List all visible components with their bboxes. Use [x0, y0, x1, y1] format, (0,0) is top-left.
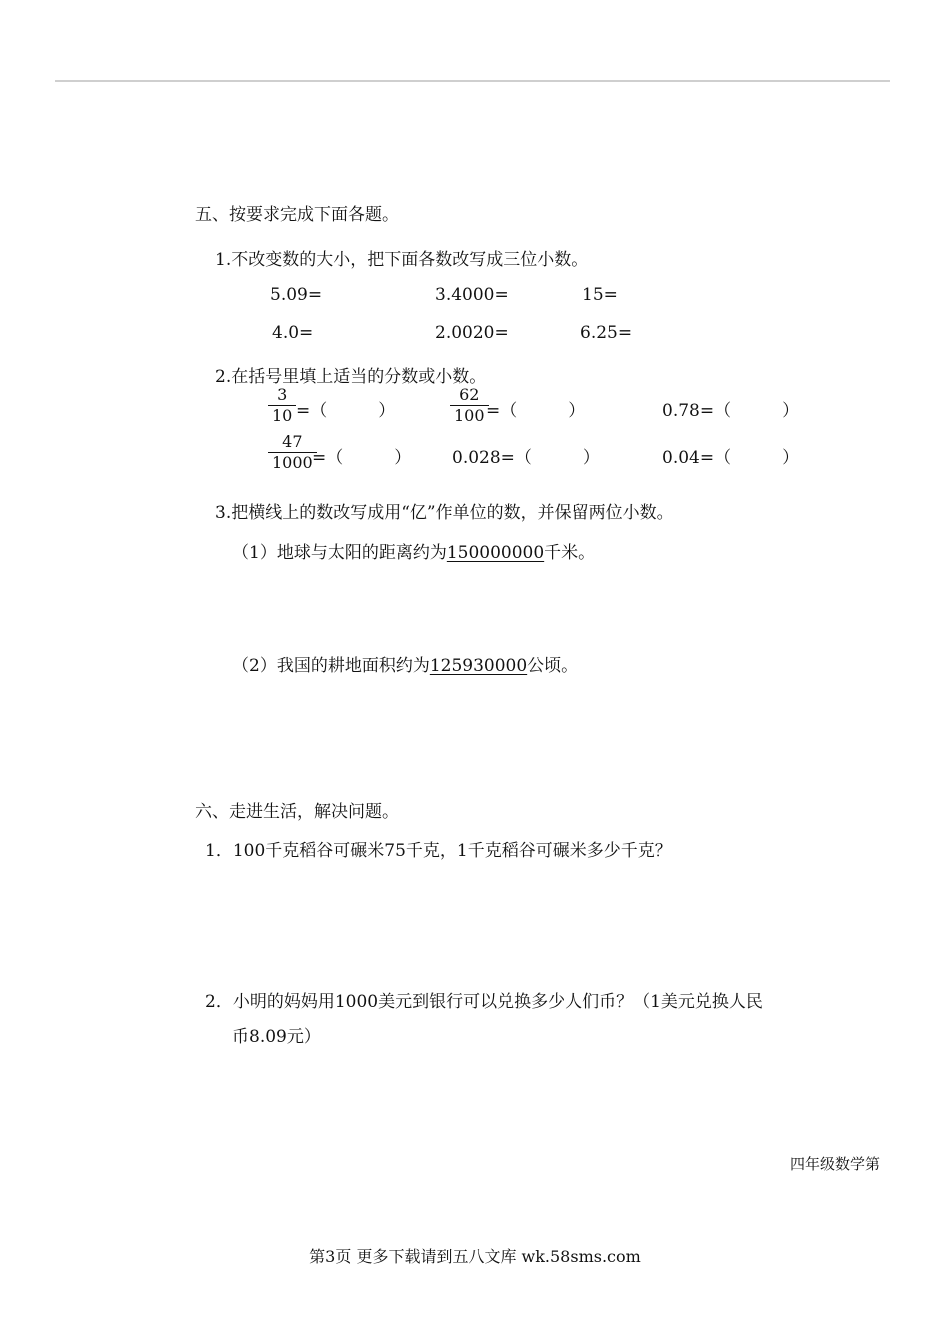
fraction-denominator: 1000 [268, 452, 317, 473]
q1-item: 6.25= [580, 323, 633, 343]
q1-item: 3.4000= [435, 285, 509, 305]
q1-item: 5.09= [270, 285, 323, 305]
q3-sub2-text: （2）我国的耕地面积约为 [232, 656, 430, 676]
q3-sub1-unit: 千米。 [544, 543, 596, 563]
section6-q1: 1．100千克稻谷可碾米75千克，1千克稻谷可碾米多少千克？ [205, 841, 672, 861]
answer-blank: =（ ） [296, 401, 396, 421]
answer-blank: 0.028=（ ） [452, 448, 600, 468]
fraction-denominator: 10 [268, 405, 296, 426]
fraction [268, 385, 296, 426]
page-footer: 第3页 更多下载请到五八文库 wk.58sms.com [309, 1247, 641, 1266]
q3-sub1-number: 150000000 [446, 543, 545, 563]
q1-item: 2.0020= [435, 323, 509, 343]
fraction-numerator: 47 [282, 432, 303, 451]
section6-heading: 六、走进生活，解决问题。 [195, 802, 399, 822]
answer-blank: 0.78=（ ） [662, 401, 800, 421]
fraction-numerator: 62 [459, 385, 480, 404]
fraction-numerator: 3 [277, 385, 288, 404]
q3-sub2-number: 125930000 [429, 656, 528, 676]
answer-blank: =（ ） [312, 448, 412, 468]
q3-sub2-unit: 公顷。 [527, 656, 579, 676]
q1-item: 15= [582, 285, 618, 305]
fraction-denominator: 100 [450, 405, 489, 426]
q3-sub2 [232, 651, 578, 676]
answer-blank: 0.04=（ ） [662, 448, 800, 468]
section6-q2-line1: 2．小明的妈妈用1000美元到银行可以兑换多少人们币？（1美元兑换人民 [205, 992, 763, 1012]
page-label: 四年级数学第 [790, 1155, 881, 1173]
section5-heading: 五、按要求完成下面各题。 [195, 205, 399, 225]
top-rule [55, 80, 890, 82]
q3-sub1 [232, 538, 595, 563]
answer-blank: =（ ） [486, 401, 586, 421]
section6-q2-line2: 币8.09元） [232, 1027, 321, 1047]
fraction [450, 385, 489, 426]
q3-sub1-text: （1）地球与太阳的距离约为 [232, 543, 447, 563]
section5-q1-prompt: 1.不改变数的大小，把下面各数改写成三位小数。 [215, 250, 589, 270]
fraction [268, 432, 317, 473]
q1-item: 4.0= [272, 323, 314, 343]
section5-q3-prompt: 3.把横线上的数改写成用“亿”作单位的数，并保留两位小数。 [215, 503, 674, 523]
section5-q2-prompt: 2.在括号里填上适当的分数或小数。 [215, 367, 487, 387]
